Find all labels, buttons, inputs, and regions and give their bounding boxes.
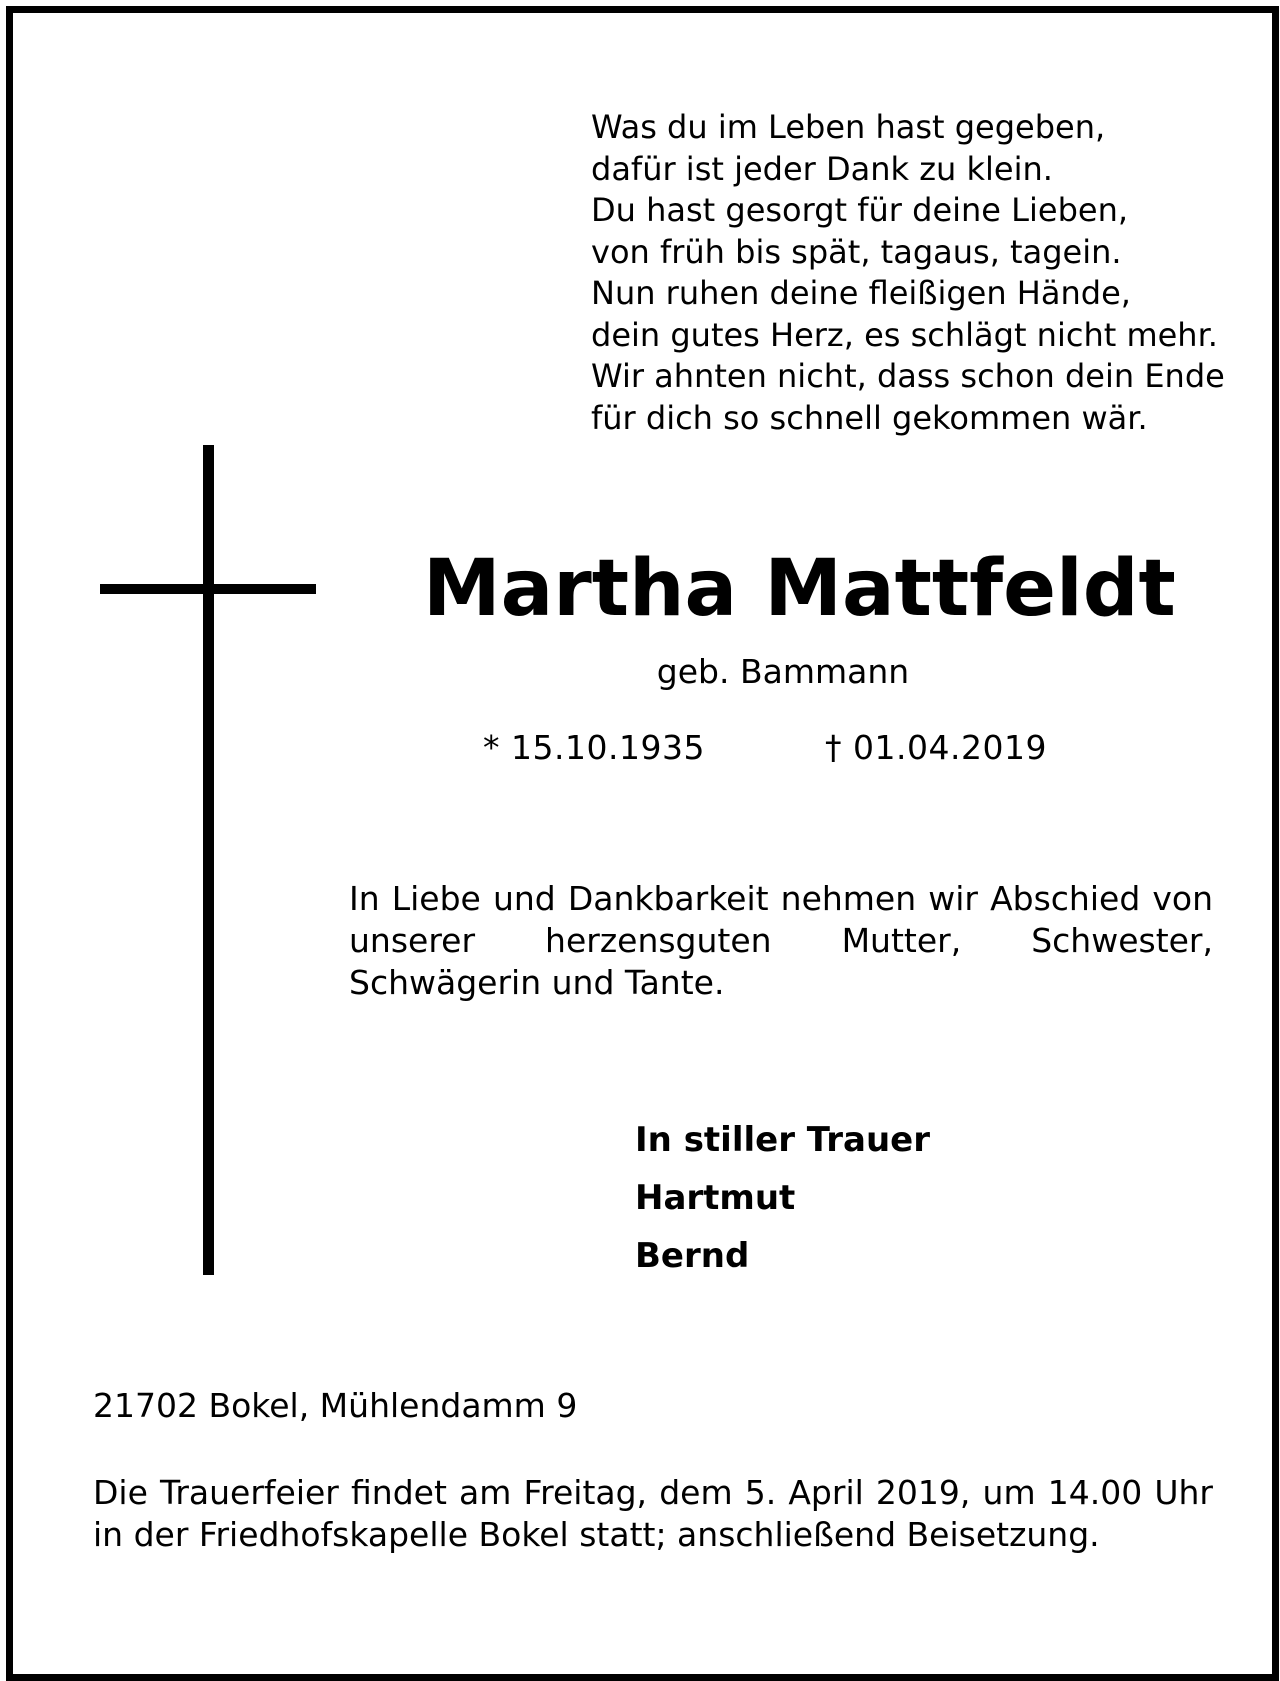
poem-line: Nun ruhen deine fleißigen Hände, [591, 274, 1131, 312]
cross-vertical-bar [203, 445, 214, 1275]
cross-horizontal-bar [100, 584, 316, 594]
maiden-name: geb. Bammann [656, 652, 910, 691]
mourner-name: Hartmut [635, 1178, 796, 1218]
mourners-heading: In stiller Trauer [635, 1120, 931, 1160]
death-date: † 01.04.2019 [825, 728, 1047, 767]
poem-line: Was du im Leben hast gegeben, [591, 108, 1106, 146]
obituary-notice [6, 6, 1279, 1681]
family-address: 21702 Bokel, Mühlendamm 9 [93, 1386, 578, 1425]
mourners-block [635, 1111, 930, 1285]
poem-line: dafür ist jeder Dank zu klein. [591, 149, 1053, 188]
memorial-poem [591, 107, 1225, 439]
poem-line: Du hast gesorgt für deine Lieben, [591, 191, 1129, 229]
birth-date: * 15.10.1935 [483, 728, 705, 767]
deceased-name: Martha Mattfeldt [423, 544, 1176, 634]
farewell-text: In Liebe und Dankbarkeit nehmen wir Abschied von unserer herzensguten Mutter, Schwester, Schwägerin und Tante. [349, 879, 1213, 1002]
poem-line: für dich so schnell gekommen wär. [591, 398, 1148, 437]
poem-line: dein gutes Herz, es schlägt nicht mehr. [591, 315, 1218, 354]
funeral-details: Die Trauerfeier findet am Freitag, dem 5. April 2019, um 14.00 Uhr in der Friedhofskapelle Bokel statt; anschließend Beisetzung. [93, 1473, 1213, 1554]
poem-line: Wir ahnten nicht, dass schon dein Ende [591, 357, 1225, 395]
poem-line: von früh bis spät, tagaus, tagein. [591, 232, 1122, 271]
mourner-name: Bernd [635, 1236, 750, 1276]
